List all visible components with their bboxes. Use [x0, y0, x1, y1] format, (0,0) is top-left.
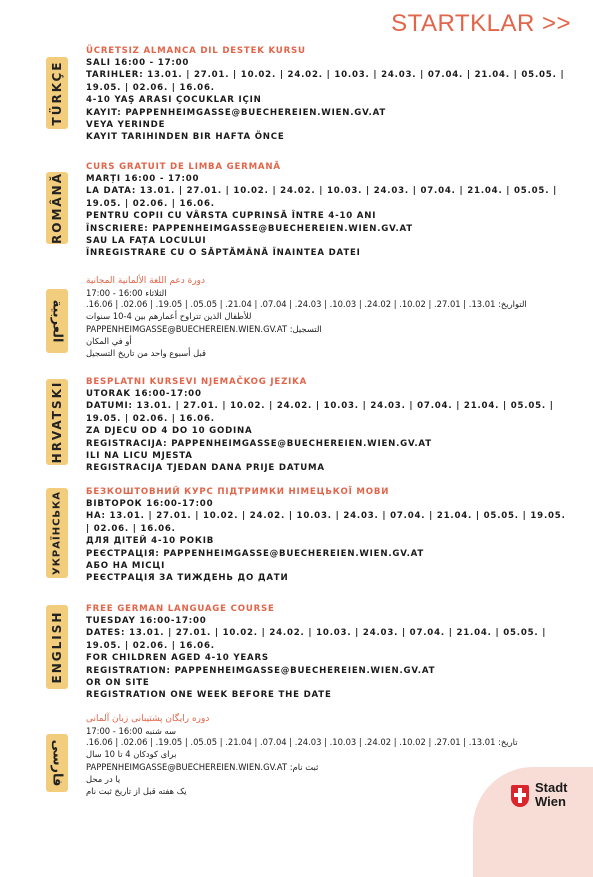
deadline-line: РЕЄСТРАЦІЯ ЗА ТИЖДЕНЬ ДО ДАТИ	[86, 573, 289, 584]
deadline-line: یک هفته قبل از تاریخ ثبت نام	[86, 786, 187, 797]
tab-croatian: HRVATSKI	[46, 379, 68, 465]
time-line: MARȚI 16:00 - 17:00	[86, 174, 200, 184]
registration-line: KAYIT: PAPPENHEIMGASSE@BUECHEREIEN.WIEN.GV.AT	[86, 107, 387, 118]
onsite-line: أو في المكان	[86, 335, 132, 346]
logo-line-1: Stadt	[535, 780, 568, 795]
registration-line: ÎNSCRIERE: PAPPENHEIMGASSE@BUECHEREIEN.WIEN.GV.AT	[86, 223, 413, 234]
section-title: دورة دعم اللغة الألمانية المجانية	[86, 276, 206, 286]
section-title: BESPLATNI KURSEVI NJEMAČKOG JEZIKA	[86, 377, 308, 387]
registration-line: РЕЄСТРАЦІЯ: PAPPENHEIMGASSE@BUECHEREIEN.WIEN.GV.AT	[86, 548, 425, 559]
dates-line: LA DATA: 13.01. | 27.01. | 10.02. | 24.02. | 10.03. | 24.03. | 07.04. | 21.04. | 05.05. |	[86, 186, 558, 197]
onsite-line: АБО НА МІСЦІ	[86, 561, 166, 572]
onsite-line: ILI NA LICU MJESTA	[86, 451, 193, 462]
section-title: ÜCRETSIZ ALMANCA DIL DESTEK KURSU	[86, 46, 306, 56]
section-title: CURS GRATUIT DE LIMBA GERMANĂ	[86, 162, 281, 172]
deadline-line: REGISTRACIJA TJEDAN DANA PRIJE DATUMA	[86, 463, 325, 474]
time-line: SALI 16:00 - 17:00	[86, 58, 190, 68]
dates-line-cont: 19.05. | 02.06. | 16.06.	[86, 82, 215, 93]
dates-line: التواريخ: 13.01. | 27.01. | 10.02. | 24.02. | 10.03. | 24.03. | 07.04. | 21.04. | 05.05. | 19.05. | 02.06. | 16.06.	[86, 299, 527, 310]
registration-line: REGISTRATION: PAPPENHEIMGASSE@BUECHEREIEN.WIEN.GV.AT	[86, 665, 436, 676]
stadt-wien-logo	[473, 767, 593, 877]
tab-persian: فارسی	[46, 734, 68, 792]
dates-line-cont: 19.05. | 02.06. | 16.06.	[86, 640, 215, 651]
age-line: للأطفال الذين تتراوح أعمارهم بين 4-10 سنوات	[86, 311, 252, 322]
dates-line: تاریخ: 13.01. | 27.01. | 10.02. | 24.02. | 10.03. | 24.03. | 07.04. | 21.04. | 05.05. | 19.05. | 02.06. | 16.06.	[86, 737, 518, 748]
onsite-line: VEYA YERINDE	[86, 120, 166, 131]
dates-line: DATUMI: 13.01. | 27.01. | 10.02. | 24.02. | 10.03. | 24.03. | 07.04. | 21.04. | 05.05. |	[86, 401, 554, 412]
age-line: ДЛЯ ДІТЕЙ 4-10 РОКІВ	[86, 536, 215, 547]
registration-line: التسجيل: PAPPENHEIMGASSE@BUECHEREIEN.WIEN.GV.AT	[86, 323, 322, 334]
dates-line-cont: | 02.06. | 16.06.	[86, 523, 176, 534]
onsite-line: SAU LA FAȚA LOCULUI	[86, 236, 207, 247]
tab-arabic: العربية	[46, 289, 68, 353]
age-line: ZA DJECU OD 4 DO 10 GODINA	[86, 426, 253, 437]
section-title: دوره رایگان پشتیبانی زبان آلمانی	[86, 714, 210, 724]
dates-line-cont: 19.05. | 02.06. | 16.06.	[86, 198, 215, 209]
time-line: UTORAK 16:00-17:00	[86, 389, 202, 399]
section-title: БЕЗКОШТОВНИЙ КУРС ПІДТРИМКИ НІМЕЦЬКОЇ МОВИ	[86, 487, 390, 497]
deadline-line: ÎNREGISTRARE CU O SĂPTĂMÂNĂ ÎNAINTEA DATEI	[86, 248, 361, 259]
dates-line-cont: 19.05. | 02.06. | 16.06.	[86, 413, 215, 424]
vienna-shield-icon	[511, 785, 529, 807]
deadline-line: KAYIT TARIHINDEN BIR HAFTA ÖNCE	[86, 132, 285, 143]
dates-line: DATES: 13.01. | 27.01. | 10.02. | 24.02. | 10.03. | 24.03. | 07.04. | 21.04. | 05.05. |	[86, 628, 547, 639]
tab-turkish: TÜRKÇE	[46, 57, 68, 129]
time-line: ВІВТОРОК 16:00-17:00	[86, 499, 214, 509]
age-line: PENTRU COPII CU VÂRSTA CUPRINSĂ ÎNTRE 4-10 ANI	[86, 211, 377, 222]
deadline-line: قبل أسبوع واحد من تاريخ التسجيل	[86, 348, 207, 359]
tab-ukrainian: УКРАЇНСЬКА	[46, 488, 68, 578]
age-line: FOR CHILDREN AGED 4-10 YEARS	[86, 653, 269, 664]
section-title: FREE GERMAN LANGUAGE COURSE	[86, 604, 275, 614]
age-line: 4-10 YAŞ ARASI ÇOCUKLAR IÇIN	[86, 95, 262, 106]
deadline-line: REGISTRATION ONE WEEK BEFORE THE DATE	[86, 690, 332, 701]
dates-line: TARIHLER: 13.01. | 27.01. | 10.02. | 24.02. | 10.03. | 24.03. | 07.04. | 21.04. | 05.05. |	[86, 70, 565, 81]
time-line: الثلاثاء 16:00 - 17:00	[86, 288, 167, 298]
registration-line: REGISTRACIJA: PAPPENHEIMGASSE@BUECHEREIEN.WIEN.GV.AT	[86, 438, 432, 449]
startklar-title: STARTKLAR >>	[391, 10, 571, 37]
tab-english: ENGLISH	[46, 605, 68, 689]
age-line: برای کودکان 4 تا 10 سال	[86, 749, 177, 760]
onsite-line: OR ON SITE	[86, 678, 150, 689]
logo-line-2: Wien	[535, 794, 566, 809]
dates-line: НА: 13.01. | 27.01. | 10.02. | 24.02. | 10.03. | 24.03. | 07.04. | 21.04. | 05.05. | 19.05.	[86, 511, 566, 522]
time-line: TUESDAY 16:00-17:00	[86, 616, 207, 626]
onsite-line: یا در محل	[86, 773, 121, 784]
tab-romanian: ROMÂNĂ	[46, 172, 68, 244]
time-line: سه شنبه 16:00 - 17:00	[86, 726, 177, 736]
registration-line: ثبت نام: PAPPENHEIMGASSE@BUECHEREIEN.WIEN.GV.AT	[86, 761, 319, 772]
